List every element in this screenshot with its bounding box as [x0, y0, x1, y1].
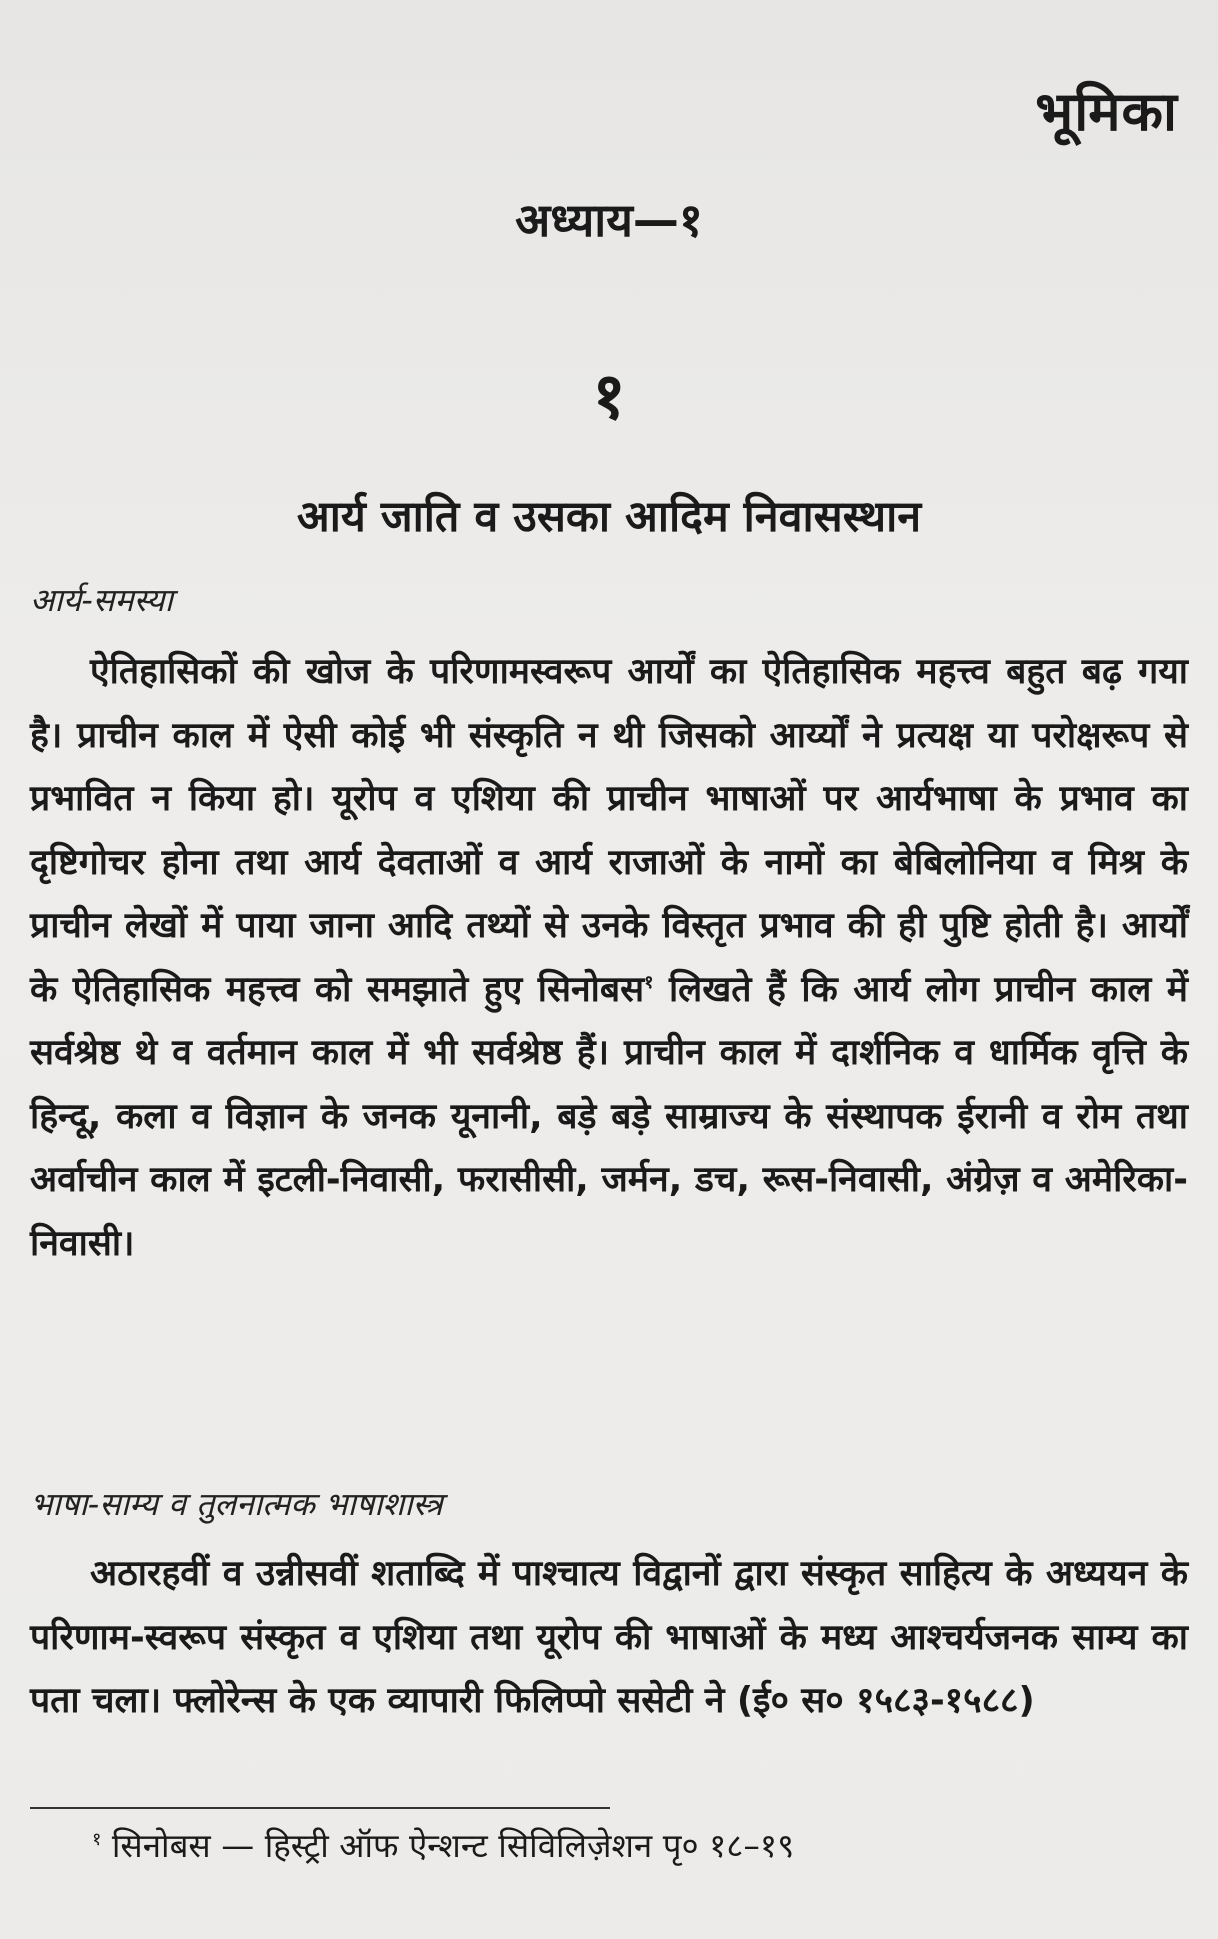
- footnote-marker: १: [92, 1829, 102, 1850]
- paragraph-bhasha-samya: अठारहवीं व उन्नीसवीं शताब्दि में पाश्चात्य विद्वानों द्वारा संस्कृत साहित्य के अध्ययन के परिणाम-स्वरूप संस्कृत व एशिया तथा यूरोप की भाषाओं के मध्य आश्चर्यजनक साम्य का पता चला। फ्लोरेन्स के एक व्यापारी फिलिप्पो ससेटी ने (ई० स० १५८३-१५८८): [30, 1553, 1188, 1721]
- footnote: [92, 1822, 794, 1867]
- chapter-label: अध्याय—१: [515, 193, 703, 247]
- footnote-text: सिनोबस — हिस्ट्री ऑफ ऐन्शन्ट सिविलिज़ेशन पृ० १८–१९: [101, 1826, 795, 1865]
- paragraph-text-part-1: ऐतिहासिकों की खोज के परिणामस्वरूप आर्यों का ऐतिहासिक महत्त्व बहुत बढ़ गया है। प्राचीन काल में ऐसी कोई भी संस्कृति न थी जिसको आर्य्यों ने प्रत्यक्ष या परोक्षरूप से प्रभावित न किया हो। यूरोप व एशिया की प्राचीन भाषाओं पर आर्यभाषा के प्रभाव का दृष्टिगोचर होना तथा आर्य देवताओं व आर्य राजाओं के नामों का बेबिलोनिया व मिश्र के प्राचीन लेखों में पाया जाना आदि तथ्यों से उनके विस्तृत प्रभाव की ही पुष्टि होती है। आर्यों के ऐतिहासिक महत्त्व को समझाते हुए सिनोबस: [30, 651, 1188, 1010]
- section-heading-arya-samasya: आर्य-समस्या: [30, 581, 173, 619]
- running-head: भूमिका: [1035, 80, 1178, 143]
- section-heading-bhasha-samya: भाषा-साम्य व तुलनात्मक भाषाशास्त्र: [30, 1485, 443, 1523]
- footnote-divider: [30, 1807, 610, 1809]
- footnote-reference: १: [644, 971, 654, 993]
- paragraph-arya-samasya: [30, 640, 1188, 1275]
- paragraph-text-part-2: लिखते हैं कि आर्य लोग प्राचीन काल में सर्वश्रेष्ठ थे व वर्तमान काल में भी सर्वश्रेष्ठ हैं। प्राचीन काल में दार्शनिक व धार्मिक वृत्ति के हिन्दू, कला व विज्ञान के जनक यूनानी, बड़े बड़े साम्राज्य के संस्थापक ईरानी व रोम तथा अर्वाचीन काल में इटली-निवासी, फरासीसी, जर्मन, डच, रूस-निवासी, अंग्रेज़ व अमेरिका-निवासी।: [30, 968, 1188, 1264]
- chapter-title: आर्य जाति व उसका आदिम निवासस्थान: [296, 492, 922, 542]
- chapter-number: १: [592, 360, 626, 434]
